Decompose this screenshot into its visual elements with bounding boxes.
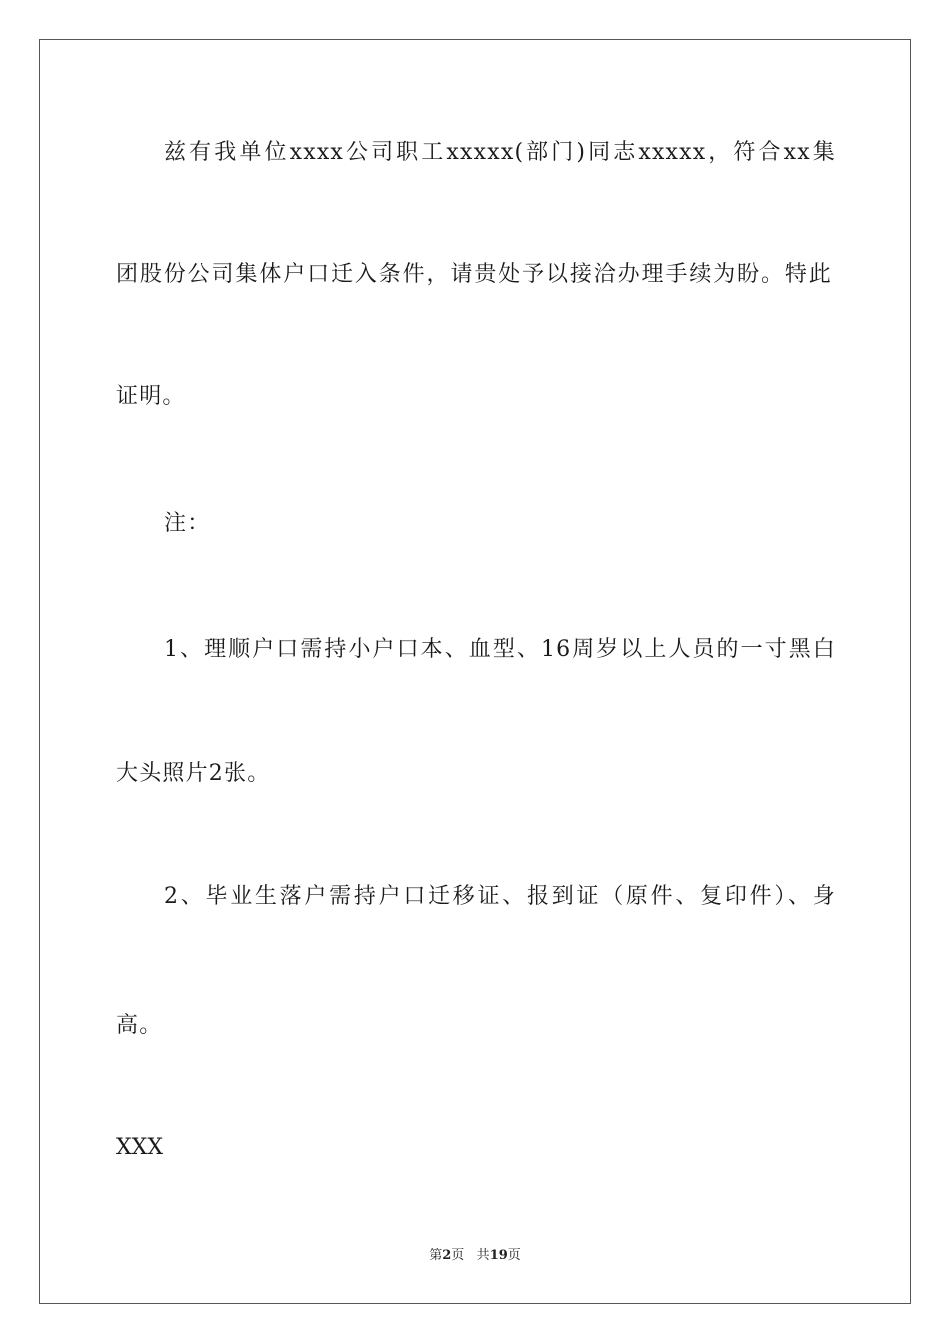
footer-page-suffix: 页 xyxy=(451,1248,465,1263)
note-item-1-line-2: 大头照片2张。 xyxy=(116,761,271,786)
footer-page-current: 2 xyxy=(442,1248,452,1263)
note-item-1-line-1: 1、理顺户口需持小户口本、血型、16周岁以上人员的一寸黑白 xyxy=(164,637,836,662)
footer-total-prefix: 共 xyxy=(476,1248,490,1263)
note-label: 注： xyxy=(164,511,211,536)
paragraph-line-1: 兹有我单位xxxx公司职工xxxxx(部门)同志xxxxx，符合xx集 xyxy=(164,140,836,165)
note-item-2-line-1: 2、毕业生落户需持户口迁移证、报到证（原件、复印件）、身 xyxy=(164,884,836,909)
paragraph-line-3: 证明。 xyxy=(116,384,186,409)
paragraph-line-2: 团股份公司集体户口迁入条件，请贵处予以接洽办理手续为盼。特此 xyxy=(116,262,832,287)
footer-page-total: 19 xyxy=(489,1248,508,1263)
signature: XXX xyxy=(116,1135,163,1160)
page-frame xyxy=(39,39,911,1304)
page-footer xyxy=(0,1247,950,1265)
footer-page-prefix: 第 xyxy=(429,1248,443,1263)
footer-total-suffix: 页 xyxy=(507,1248,521,1263)
note-item-2-line-2: 高。 xyxy=(116,1013,163,1038)
